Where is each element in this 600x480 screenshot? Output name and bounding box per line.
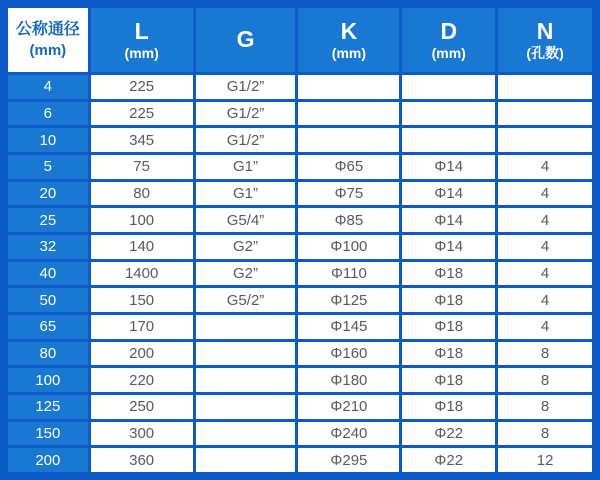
table-row: [7, 260, 594, 287]
column-header-K-label: K: [340, 17, 358, 44]
data-cell: Φ18: [401, 313, 497, 340]
data-cell: G2”: [194, 233, 297, 260]
column-header-G: [194, 7, 297, 74]
data-cell: 1400: [89, 260, 194, 287]
column-header-D-label: D: [440, 17, 458, 44]
table-row: [7, 420, 594, 447]
data-cell: 8: [497, 420, 594, 447]
data-cell: Φ160: [297, 340, 401, 367]
data-cell: Φ65: [297, 153, 401, 180]
table-row: [7, 313, 594, 340]
table-body: [7, 74, 594, 474]
data-cell: 225: [89, 74, 194, 101]
data-cell: Φ295: [297, 447, 401, 474]
corner-header-title: 公称通径: [15, 21, 80, 39]
table-row: [7, 180, 594, 207]
corner-header-nominal-diameter: [7, 7, 90, 74]
table-row: [7, 287, 594, 314]
data-cell: G5/4”: [194, 207, 297, 234]
table-row: [7, 153, 594, 180]
data-cell: [297, 74, 401, 101]
row-header-cell: 32: [7, 233, 90, 260]
data-cell: Φ145: [297, 313, 401, 340]
data-cell: [297, 100, 401, 127]
data-cell: [401, 127, 497, 154]
data-cell: [194, 447, 297, 474]
data-cell: [194, 340, 297, 367]
data-cell: 8: [497, 367, 594, 394]
data-cell: Φ125: [297, 287, 401, 314]
data-cell: 8: [497, 393, 594, 420]
data-cell: 12: [497, 447, 594, 474]
data-cell: G2”: [194, 260, 297, 287]
data-cell: Φ75: [297, 180, 401, 207]
data-cell: 4: [497, 153, 594, 180]
row-header-cell: 100: [7, 367, 90, 394]
data-cell: 345: [89, 127, 194, 154]
data-cell: Φ14: [401, 180, 497, 207]
row-header-cell: 25: [7, 207, 90, 234]
data-cell: G1/2”: [194, 127, 297, 154]
data-cell: Φ180: [297, 367, 401, 394]
table-row: [7, 127, 594, 154]
data-cell: Φ22: [401, 447, 497, 474]
data-cell: 4: [497, 207, 594, 234]
data-cell: [497, 127, 594, 154]
data-cell: 80: [89, 180, 194, 207]
table-row: [7, 393, 594, 420]
data-cell: Φ18: [401, 287, 497, 314]
data-cell: Φ14: [401, 233, 497, 260]
data-cell: 4: [497, 260, 594, 287]
row-header-cell: 125: [7, 393, 90, 420]
data-cell: 200: [89, 340, 194, 367]
data-cell: [497, 74, 594, 101]
data-cell: [401, 74, 497, 101]
data-cell: Φ18: [401, 340, 497, 367]
column-header-L-label: L: [134, 17, 149, 44]
table-row: [7, 74, 594, 101]
data-cell: 300: [89, 420, 194, 447]
data-cell: [194, 393, 297, 420]
data-cell: G1/2”: [194, 100, 297, 127]
data-cell: 150: [89, 287, 194, 314]
data-cell: Φ14: [401, 207, 497, 234]
data-cell: Φ110: [297, 260, 401, 287]
row-header-cell: 4: [7, 74, 90, 101]
data-cell: G1”: [194, 153, 297, 180]
data-cell: Φ18: [401, 367, 497, 394]
row-header-cell: 80: [7, 340, 90, 367]
data-cell: [194, 420, 297, 447]
data-cell: 4: [497, 313, 594, 340]
column-header-K: [297, 7, 401, 74]
column-header-N-unit: (孔数): [526, 45, 564, 62]
row-header-cell: 40: [7, 260, 90, 287]
dimension-spec-table: [5, 5, 595, 475]
table-row: [7, 367, 594, 394]
data-cell: 100: [89, 207, 194, 234]
data-cell: Φ210: [297, 393, 401, 420]
row-header-cell: 10: [7, 127, 90, 154]
data-cell: 170: [89, 313, 194, 340]
data-cell: [297, 127, 401, 154]
column-header-N: [497, 7, 594, 74]
column-header-D: [401, 7, 497, 74]
data-cell: [194, 313, 297, 340]
column-header-G-label: G: [236, 26, 255, 53]
data-cell: 75: [89, 153, 194, 180]
column-header-L: [89, 7, 194, 74]
table-row: [7, 447, 594, 474]
data-cell: Φ100: [297, 233, 401, 260]
table-row: [7, 340, 594, 367]
data-cell: G1/2”: [194, 74, 297, 101]
row-header-cell: 5: [7, 153, 90, 180]
row-header-cell: 20: [7, 180, 90, 207]
column-header-L-unit: (mm): [124, 45, 159, 62]
data-cell: [497, 100, 594, 127]
data-cell: G5/2”: [194, 287, 297, 314]
data-cell: Φ18: [401, 393, 497, 420]
data-cell: Φ85: [297, 207, 401, 234]
data-cell: 250: [89, 393, 194, 420]
data-cell: 225: [89, 100, 194, 127]
row-header-cell: 150: [7, 420, 90, 447]
data-cell: G1”: [194, 180, 297, 207]
column-header-K-unit: (mm): [331, 45, 367, 62]
row-header-cell: 200: [7, 447, 90, 474]
row-header-cell: 65: [7, 313, 90, 340]
data-cell: 140: [89, 233, 194, 260]
data-cell: 360: [89, 447, 194, 474]
data-cell: Φ18: [401, 260, 497, 287]
table-row: [7, 233, 594, 260]
data-cell: 4: [497, 287, 594, 314]
row-header-cell: 6: [7, 100, 90, 127]
data-cell: [194, 367, 297, 394]
data-cell: 8: [497, 340, 594, 367]
data-cell: 4: [497, 233, 594, 260]
column-header-N-label: N: [536, 17, 554, 44]
data-cell: Φ14: [401, 153, 497, 180]
table-header: [7, 7, 594, 74]
row-header-cell: 50: [7, 287, 90, 314]
data-cell: Φ240: [297, 420, 401, 447]
table-row: [7, 207, 594, 234]
table-row: [7, 100, 594, 127]
header-row: [7, 7, 594, 74]
data-cell: Φ22: [401, 420, 497, 447]
corner-header-unit: (mm): [29, 41, 67, 59]
data-cell: [401, 100, 497, 127]
data-cell: 220: [89, 367, 194, 394]
column-header-D-unit: (mm): [431, 45, 466, 62]
data-cell: 4: [497, 180, 594, 207]
